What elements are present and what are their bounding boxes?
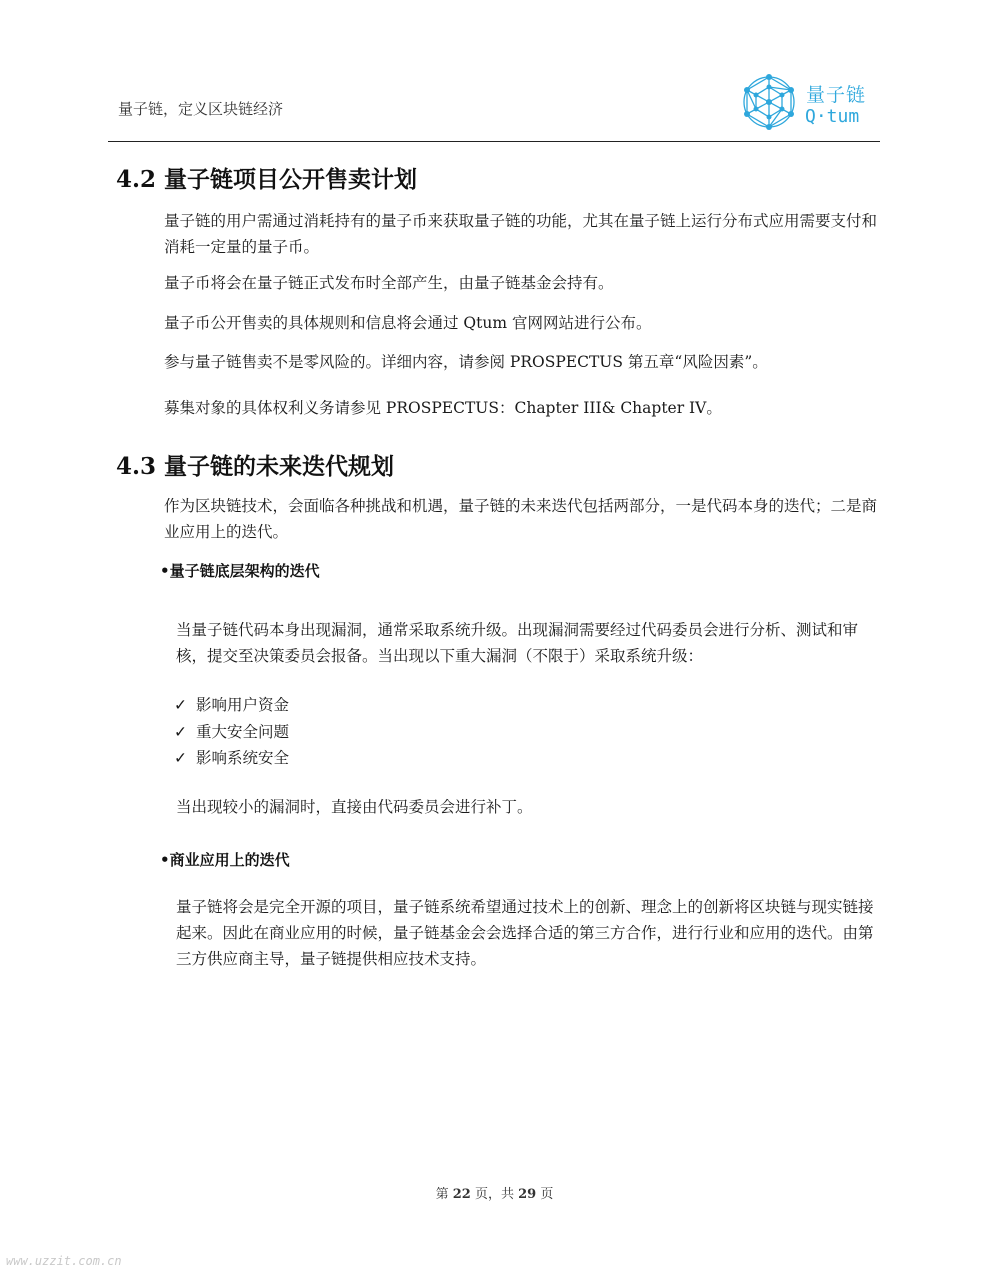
section-number: 4.3 xyxy=(116,453,157,480)
checklist-text: 影响用户资金 xyxy=(196,696,290,714)
bullet-dot-icon: • xyxy=(160,562,170,580)
paragraph: 作为区块链技术，会面临各种挑战和机遇，量子链的未来迭代包括两部分，一是代码本身的迭代；二是商业应用上的迭代。 xyxy=(164,497,878,541)
paragraph: 当量子链代码本身出现漏洞，通常采取系统升级。出现漏洞需要经过代码委员会进行分析、测试和审核，提交至决策委员会报备。当出现以下重大漏洞（不限于）采取系统升级： xyxy=(176,621,859,665)
subsection-heading xyxy=(160,560,320,581)
checkmark-icon: ✓ xyxy=(174,723,187,741)
subsection-title: 商业应用上的迭代 xyxy=(169,851,290,869)
checklist-text: 重大安全问题 xyxy=(196,723,290,741)
checkmark-icon: ✓ xyxy=(174,749,187,767)
qtum-logo xyxy=(738,72,878,132)
checklist-item xyxy=(174,746,289,768)
paragraph: 量子链将会是完全开源的项目，量子链系统希望通过技术上的创新、理念上的创新将区块链与现实链接起来。因此在商业应用的时候，量子链基金会会选择合适的第三方合作，进行行业和应用的迭代。由第三方供应商主导，量子链提供相应技术支持。 xyxy=(176,898,874,968)
footer-suffix: 页 xyxy=(540,1187,554,1202)
paragraph: 当出现较小的漏洞时，直接由代码委员会进行补丁。 xyxy=(176,798,533,816)
checklist-item xyxy=(174,693,289,715)
footer-middle: 页，共 xyxy=(474,1187,514,1202)
watermark: www.uzzit.com.cn xyxy=(6,1254,122,1268)
paragraph: 募集对象的具体权利义务请参见 PROSPECTUS：Chapter III& Chapter IV。 xyxy=(164,399,722,417)
section-number: 4.2 xyxy=(116,166,157,193)
header-divider xyxy=(108,141,880,142)
subsection-title: 量子链底层架构的迭代 xyxy=(169,562,320,580)
subsection-heading xyxy=(160,849,290,870)
header-title: 量子链，定义区块链经济 xyxy=(118,100,284,118)
section-4-2-heading xyxy=(116,161,417,194)
page-total: 29 xyxy=(518,1187,537,1202)
checklist-item xyxy=(174,720,289,742)
logo-text-en: Q·tum xyxy=(805,106,860,127)
paragraph: 量子币公开售卖的具体规则和信息将会通过 Qtum 官网网站进行公布。 xyxy=(164,314,652,332)
section-title: 量子链的未来迭代规划 xyxy=(164,454,395,480)
page-footer xyxy=(0,1183,989,1202)
checkmark-icon: ✓ xyxy=(174,696,187,714)
section-4-3-heading xyxy=(116,448,394,481)
bullet-dot-icon: • xyxy=(160,851,170,869)
logo-text-cn: 量子链 xyxy=(806,84,867,106)
footer-prefix: 第 xyxy=(435,1187,449,1202)
checklist-text: 影响系统安全 xyxy=(196,749,290,767)
paragraph: 量子链的用户需通过消耗持有的量子币来获取量子链的功能，尤其在量子链上运行分布式应用需要支付和消耗一定量的量子币。 xyxy=(164,212,878,256)
paragraph: 参与量子链售卖不是零风险的。详细内容，请参阅 PROSPECTUS 第五章“风险因素”。 xyxy=(164,353,768,371)
section-title: 量子链项目公开售卖计划 xyxy=(164,167,418,193)
paragraph: 量子币将会在量子链正式发布时全部产生，由量子链基金会持有。 xyxy=(164,274,614,292)
page-number: 22 xyxy=(452,1187,471,1202)
qtum-network-icon xyxy=(738,72,800,132)
